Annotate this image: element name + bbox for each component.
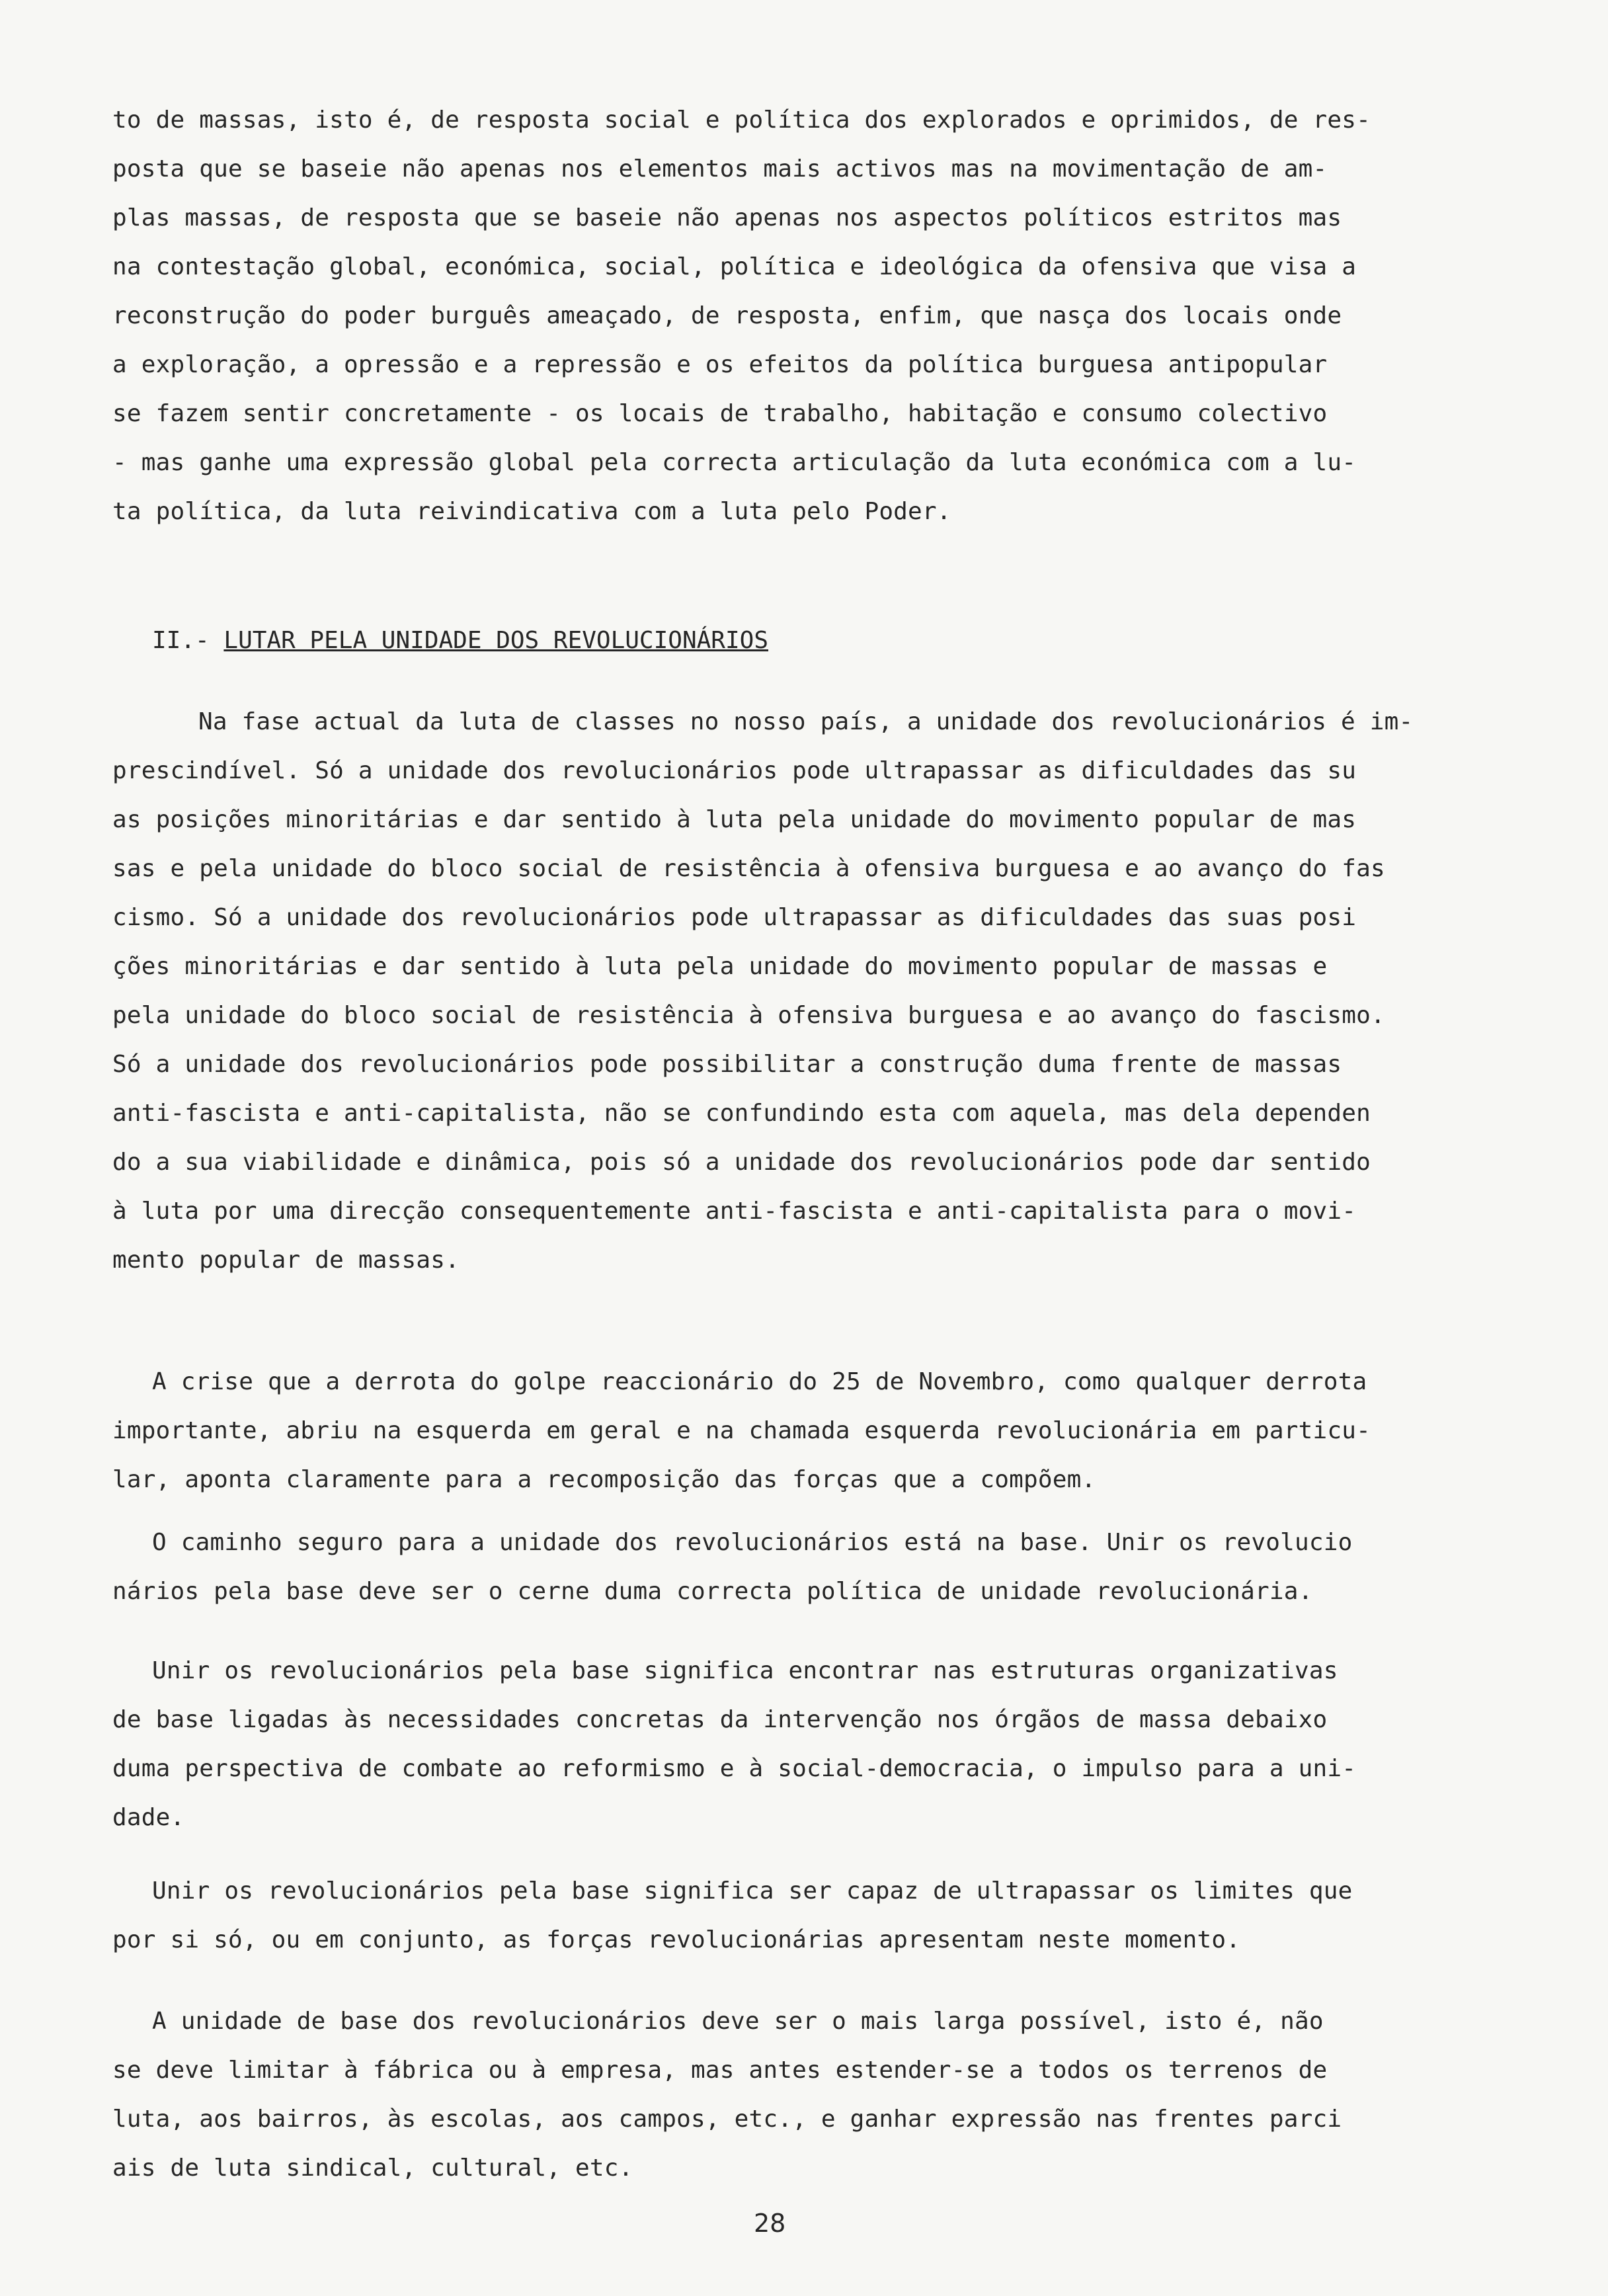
paragraph-base-path bbox=[112, 1518, 1474, 1616]
paragraph-broad-unity bbox=[112, 1997, 1474, 2193]
text-line: na contestação global, económica, social, política e ideológica da ofensiva que visa a bbox=[112, 253, 1357, 280]
text-line: luta, aos bairros, às escolas, aos campos, etc., e ganhar expressão nas frentes parci bbox=[112, 2106, 1342, 2133]
text-line: anti-fascista e anti-capitalista, não se confundindo esta com aquela, mas dela dependen bbox=[112, 1100, 1371, 1127]
text-line: ais de luta sindical, cultural, etc. bbox=[112, 2154, 633, 2182]
section-title: LUTAR PELA UNIDADE DOS REVOLUCIONÁRIOS bbox=[223, 627, 768, 654]
text-line: - mas ganhe uma expressão global pela correcta articulação da luta económica com a lu- bbox=[112, 449, 1357, 476]
paragraph-unity bbox=[112, 698, 1474, 1285]
text-line: O caminho seguro para a unidade dos revolucionários está na base. Unir os revolucio bbox=[152, 1529, 1353, 1556]
page-number: 28 bbox=[754, 2209, 786, 2238]
text-line: posta que se baseie não apenas nos elementos mais activos mas na movimentação de am- bbox=[112, 155, 1328, 183]
section-heading bbox=[152, 627, 768, 654]
text-line: duma perspectiva de combate ao reformismo e à social-democracia, o impulso para a uni- bbox=[112, 1755, 1357, 1782]
text-line: A crise que a derrota do golpe reaccionário do 25 de Novembro, como qualquer derrota bbox=[152, 1368, 1367, 1395]
text-line: prescindível. Só a unidade dos revolucionários pode ultrapassar as dificuldades das su bbox=[112, 757, 1357, 784]
text-line: por si só, ou em conjunto, as forças revolucionárias apresentam neste momento. bbox=[112, 1926, 1241, 1953]
text-line: ções minoritárias e dar sentido à luta pela unidade do movimento popular de massas e bbox=[112, 953, 1328, 980]
text-line: do a sua viabilidade e dinâmica, pois só a unidade dos revolucionários pode dar sentido bbox=[112, 1149, 1371, 1176]
text-line: importante, abriu na esquerda em geral e na chamada esquerda revolucionária em particu- bbox=[112, 1417, 1371, 1444]
paragraph-crisis bbox=[112, 1358, 1474, 1504]
paragraph-base-structures bbox=[112, 1647, 1474, 1842]
text-line: reconstrução do poder burguês ameaçado, de resposta, enfim, que nasça dos locais onde bbox=[112, 302, 1342, 329]
text-line: nários pela base deve ser o cerne duma correcta política de unidade revolucionária. bbox=[112, 1578, 1313, 1605]
paragraph-intro bbox=[112, 96, 1474, 536]
text-line: de base ligadas às necessidades concretas da intervenção nos órgãos de massa debaixo bbox=[112, 1706, 1328, 1733]
text-line: se fazem sentir concretamente - os locais de trabalho, habitação e consumo colectivo bbox=[112, 400, 1328, 427]
text-line: Unir os revolucionários pela base significa encontrar nas estruturas organizativas bbox=[152, 1657, 1338, 1684]
paragraph-limits bbox=[112, 1867, 1474, 1965]
text-line: a exploração, a opressão e a repressão e os efeitos da política burguesa antipopular bbox=[112, 351, 1328, 378]
text-line: lar, aponta claramente para a recomposição das forças que a compõem. bbox=[112, 1466, 1096, 1493]
text-line: pela unidade do bloco social de resistência à ofensiva burguesa e ao avanço do fascismo. bbox=[112, 1002, 1385, 1029]
text-line: ta política, da luta reivindicativa com a luta pelo Poder. bbox=[112, 498, 951, 525]
text-line: mento popular de massas. bbox=[112, 1247, 460, 1274]
text-line: A unidade de base dos revolucionários deve ser o mais larga possível, isto é, não bbox=[152, 2008, 1324, 2035]
text-line: Na fase actual da luta de classes no nosso país, a unidade dos revolucionários é im- bbox=[198, 708, 1414, 735]
text-line: Só a unidade dos revolucionários pode possibilitar a construção duma frente de massas bbox=[112, 1051, 1342, 1078]
text-line: as posições minoritárias e dar sentido à luta pela unidade do movimento popular de mas bbox=[112, 806, 1357, 833]
text-line: à luta por uma direcção consequentemente anti-fascista e anti-capitalista para o movi- bbox=[112, 1198, 1357, 1225]
text-line: se deve limitar à fábrica ou à empresa, mas antes estender-se a todos os terrenos de bbox=[112, 2057, 1328, 2084]
text-line: cismo. Só a unidade dos revolucionários pode ultrapassar as dificuldades das suas posi bbox=[112, 904, 1357, 931]
text-line: to de massas, isto é, de resposta social e política dos explorados e oprimidos, de res- bbox=[112, 106, 1371, 134]
text-line: plas massas, de resposta que se baseie não apenas nos aspectos políticos estritos mas bbox=[112, 204, 1342, 231]
text-line: sas e pela unidade do bloco social de resistência à ofensiva burguesa e ao avanço do fas bbox=[112, 855, 1385, 882]
text-line: Unir os revolucionários pela base significa ser capaz de ultrapassar os limites que bbox=[152, 1877, 1353, 1905]
section-number: II.- bbox=[152, 627, 210, 654]
text-line: dade. bbox=[112, 1804, 185, 1831]
